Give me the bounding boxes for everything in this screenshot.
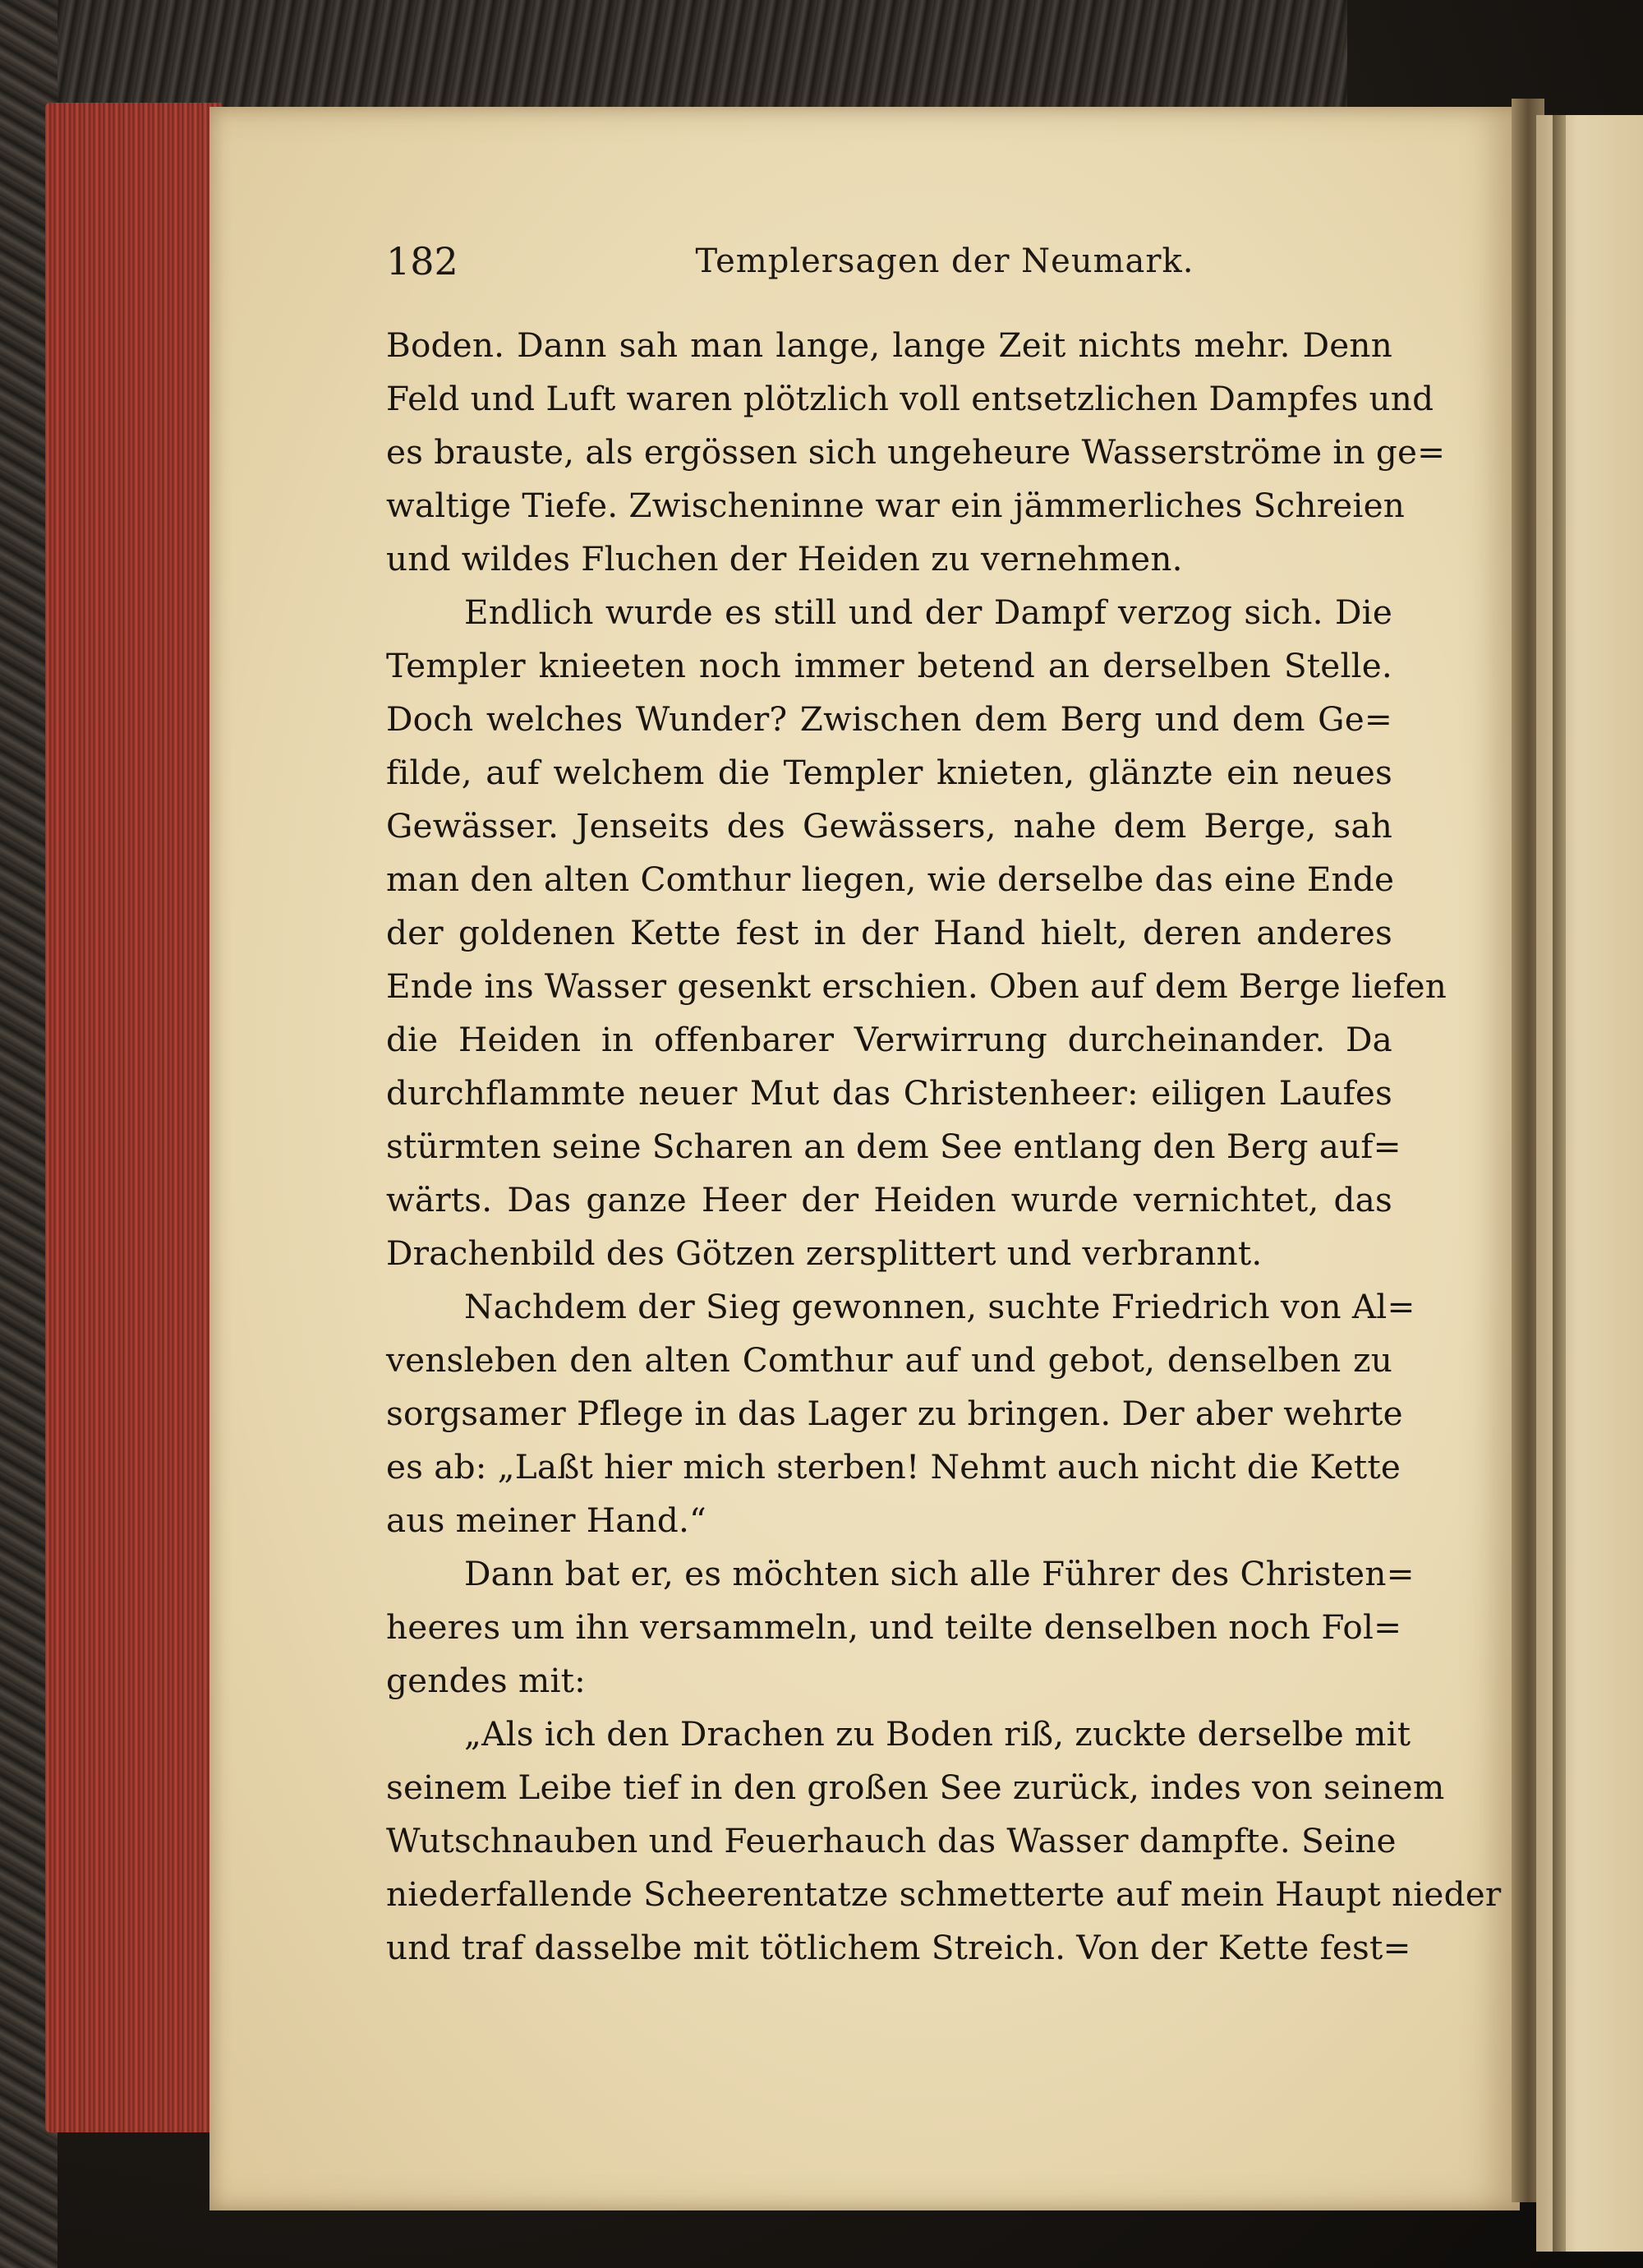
book-cover-top — [0, 0, 1347, 115]
text-line: vensleben den alten Comthur auf und gebot, denselben zu — [386, 1340, 1392, 1380]
text-line: wärts. Das ganze Heer der Heiden wurde vernichtet, das — [386, 1180, 1392, 1219]
body-text — [386, 319, 1502, 1975]
page-number: 182 — [386, 239, 458, 284]
text-line: Wutschnauben und Feuerhauch das Wasser dampfte. Seine — [386, 1821, 1397, 1860]
text-line: stürmten seine Scharen an dem See entlang den Berg auf= — [386, 1127, 1401, 1166]
text-line: Boden. Dann sah man lange, lange Zeit nichts mehr. Denn — [386, 325, 1392, 365]
text-line: Dann bat er, es möchten sich alle Führer des Christen= — [464, 1554, 1415, 1593]
text-line: heeres um ihn versammeln, und teilte denselben noch Fol= — [386, 1607, 1402, 1647]
text-line: Drachenbild des Götzen zersplittert und verbrannt. — [386, 1233, 1263, 1273]
text-line: Doch welches Wunder? Zwischen dem Berg und dem Ge= — [386, 699, 1392, 739]
text-line: Feld und Luft waren plötzlich voll entsetzlichen Dampfes und — [386, 379, 1434, 418]
facing-page-edge — [1553, 115, 1566, 2252]
text-line: Gewässer. Jenseits des Gewässers, nahe dem Berge, sah — [386, 806, 1392, 846]
page-header — [386, 233, 1397, 290]
text-line: gendes mit: — [386, 1661, 587, 1700]
text-line: seinem Leibe tief in den großen See zurück, indes von seinem — [386, 1768, 1445, 1807]
text-line: es ab: „Laßt hier mich sterben! Nehmt auch nicht die Kette — [386, 1447, 1401, 1487]
text-line: sorgsamer Pflege in das Lager zu bringen. Der aber wehrte — [386, 1394, 1403, 1433]
text-line: Templer knieeten noch immer betend an derselben Stelle. — [386, 646, 1392, 685]
text-line: die Heiden in offenbarer Verwirrung durcheinander. Da — [386, 1020, 1392, 1059]
text-line: aus meiner Hand.“ — [386, 1500, 706, 1540]
text-line: der goldenen Kette fest in der Hand hielt, deren anderes — [386, 913, 1392, 952]
text-line: durchflammte neuer Mut das Christenheer: eiligen Laufes — [386, 1073, 1392, 1113]
text-line: es brauste, als ergössen sich ungeheure Wasserströme in ge= — [386, 432, 1446, 472]
text-line: und traf dasselbe mit tötlichem Streich. Von der Kette fest= — [386, 1928, 1411, 1967]
text-line: niederfallende Scheerentatze schmetterte auf mein Haupt nieder — [386, 1874, 1502, 1914]
text-line: und wildes Fluchen der Heiden zu vernehmen. — [386, 539, 1183, 579]
text-line: man den alten Comthur liegen, wie derselbe das eine Ende — [386, 860, 1395, 899]
running-title: Templersagen der Neumark. — [695, 242, 1194, 280]
text-line: „Als ich den Drachen zu Boden riß, zuckte derselbe mit — [464, 1714, 1411, 1754]
text-line: filde, auf welchem die Templer knieten, glänzte ein neues — [386, 753, 1392, 792]
text-line: Endlich wurde es still und der Dampf verzog sich. Die — [464, 592, 1392, 632]
text-line: waltige Tiefe. Zwischeninne war ein jämmerliches Schreien — [386, 486, 1406, 525]
text-line: Ende ins Wasser gesenkt erschien. Oben auf dem Berge liefen — [386, 966, 1447, 1006]
text-line: Nachdem der Sieg gewonnen, suchte Friedrich von Al= — [464, 1287, 1415, 1326]
page-edges-red — [45, 103, 222, 2132]
